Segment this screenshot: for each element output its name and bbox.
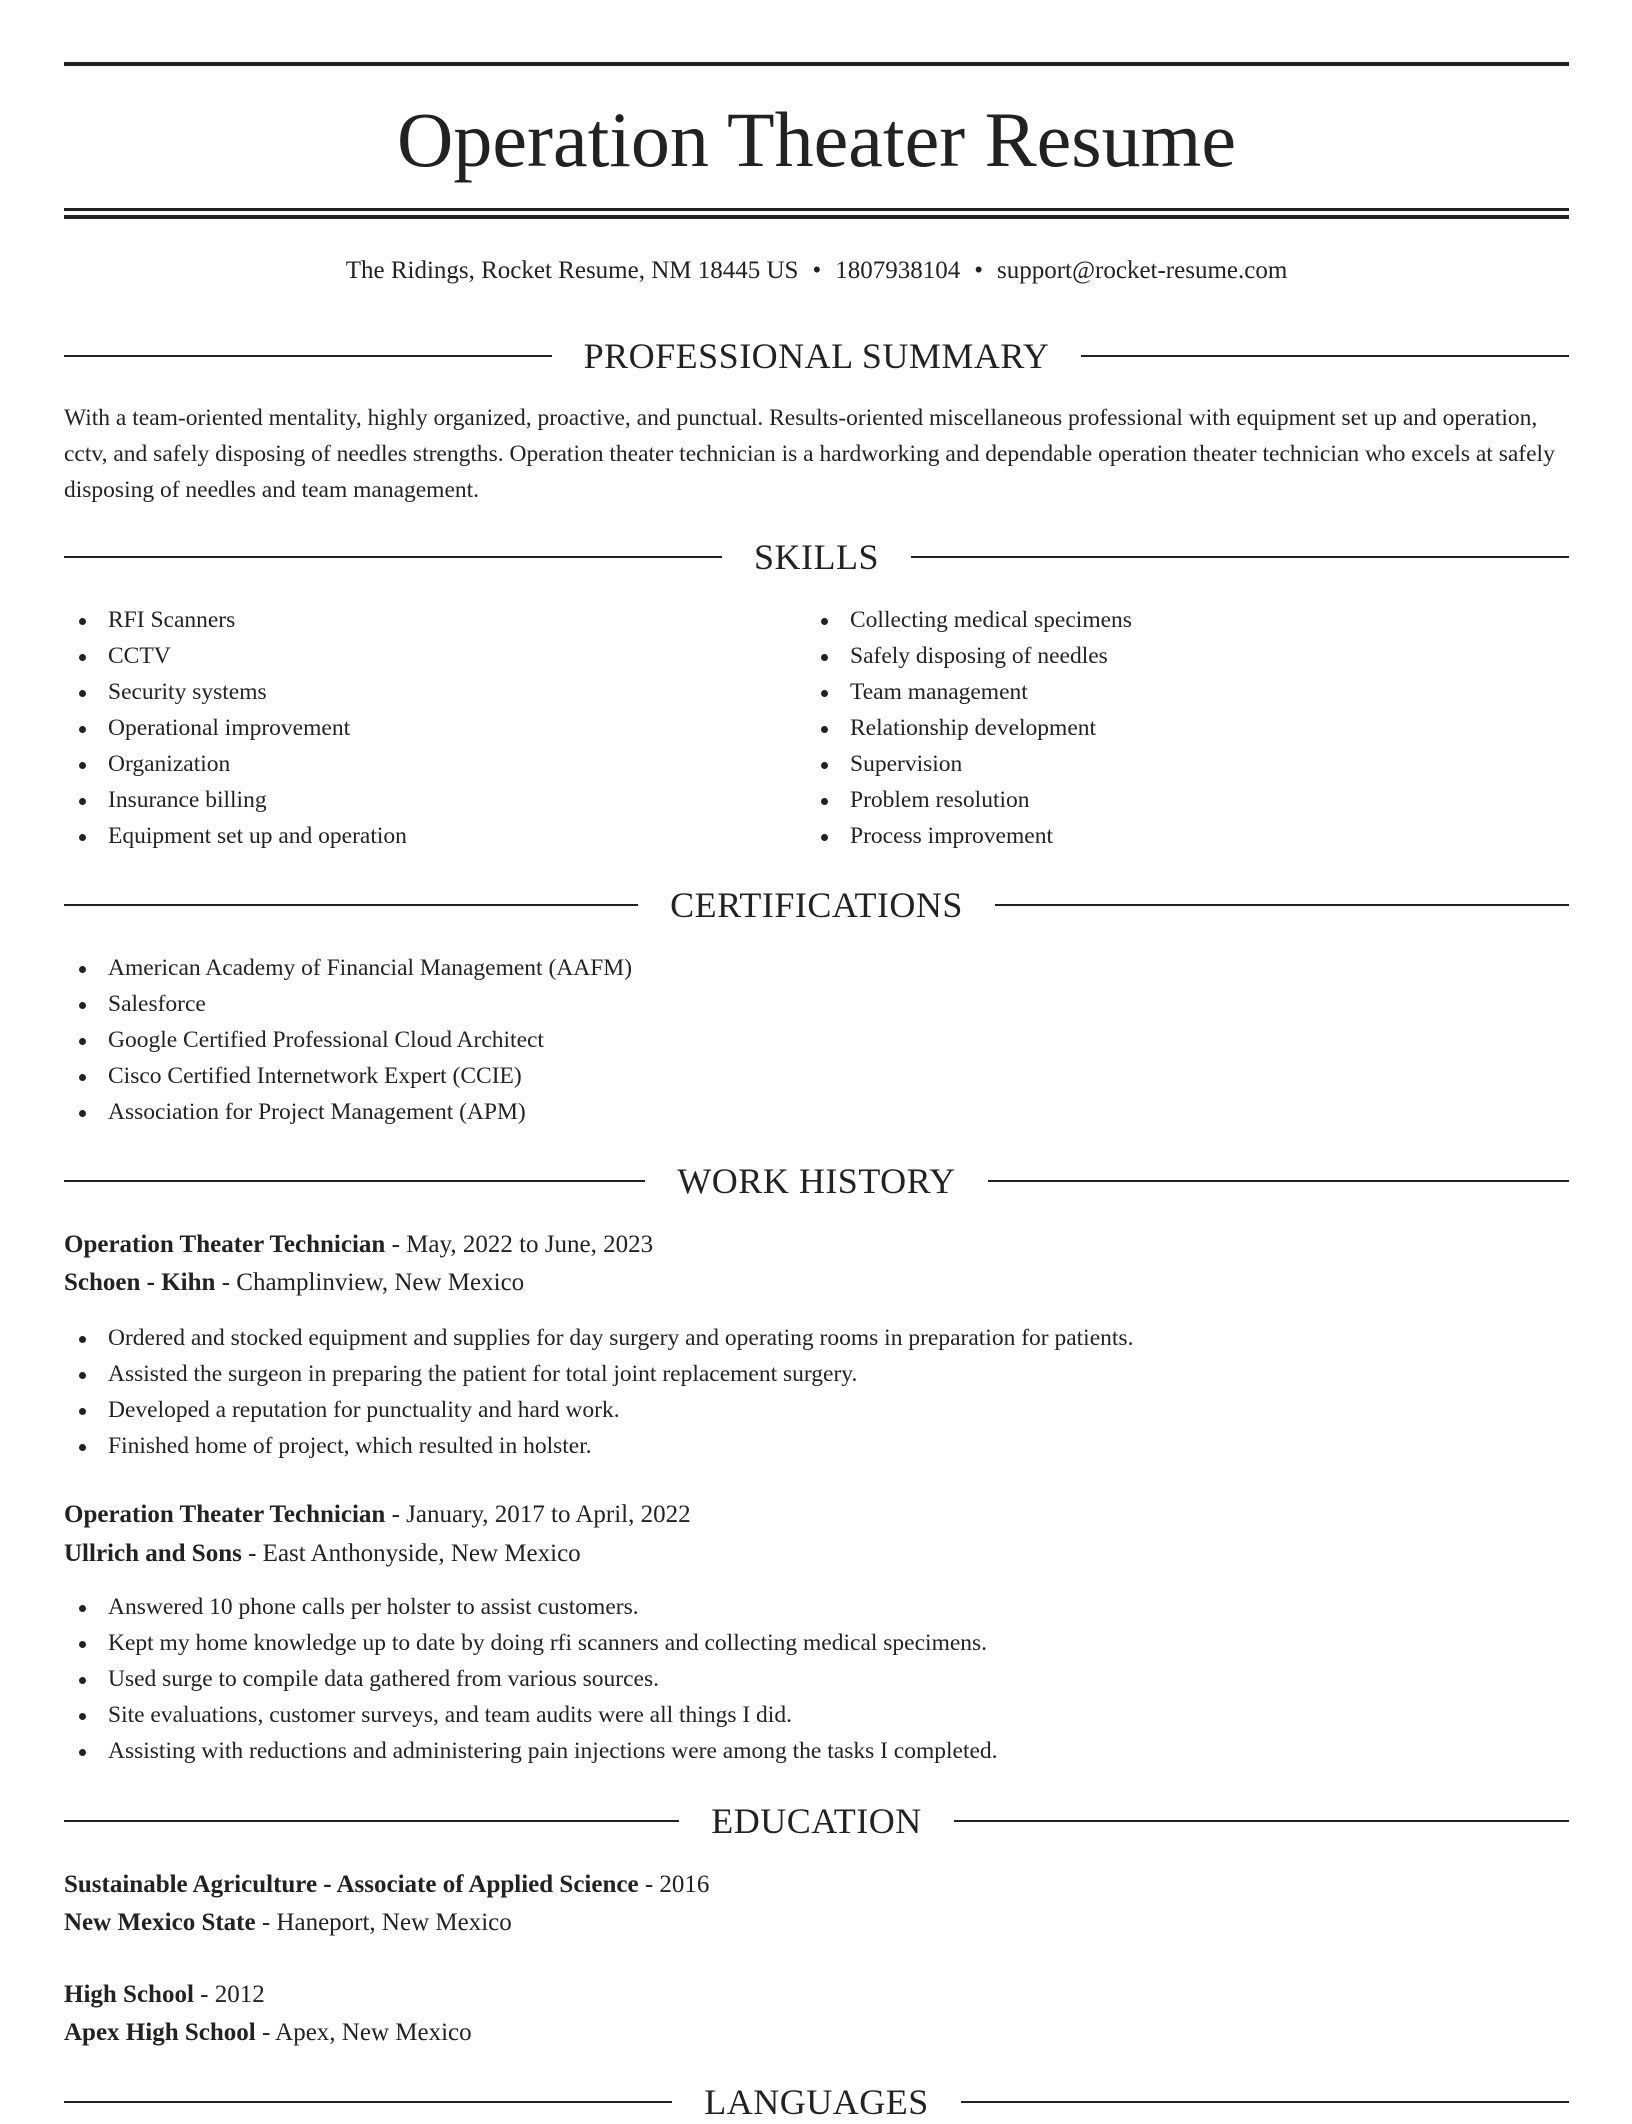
job-bullet: Finished home of project, which resulted in holster. xyxy=(64,1428,1133,1464)
job-bullet: Site evaluations, customer surveys, and team audits were all things I did. xyxy=(64,1697,998,1733)
section-rule-left xyxy=(64,1180,645,1182)
skill-item: Operational improvement xyxy=(64,710,407,746)
skill-item: Organization xyxy=(64,746,407,782)
skill-item: Problem resolution xyxy=(806,782,1132,818)
skill-item: RFI Scanners xyxy=(64,602,407,638)
job-bullet: Answered 10 phone calls per holster to assist customers. xyxy=(64,1589,998,1625)
section-title-languages: LANGUAGES xyxy=(704,2082,929,2122)
job-bullet: Ordered and stocked equipment and supplies for day surgery and operating rooms in preparation for patients. xyxy=(64,1320,1133,1356)
skill-item: Supervision xyxy=(806,746,1132,782)
section-title-skills: SKILLS xyxy=(754,537,880,577)
section-rule-left xyxy=(64,355,552,357)
section-rule-left xyxy=(64,556,722,558)
contact-separator: • xyxy=(974,257,983,284)
education-school: Apex High School xyxy=(64,2019,256,2046)
job-bullet: Developed a reputation for punctuality and hard work. xyxy=(64,1392,1133,1428)
job-bullet: Used surge to compile data gathered from various sources. xyxy=(64,1661,998,1697)
education-degree-line xyxy=(64,1867,709,1903)
section-rule-right xyxy=(995,904,1569,906)
education-location: - Apex, New Mexico xyxy=(255,2019,472,2046)
job-bullet: Kept my home knowledge up to date by doing rfi scanners and collecting medical specimens. xyxy=(64,1625,998,1661)
education-school-line xyxy=(64,2015,472,2051)
section-header-summary xyxy=(64,334,1569,378)
section-title-work: WORK HISTORY xyxy=(677,1161,956,1201)
contact-phone: 1807938104 xyxy=(835,257,961,284)
education-school-line xyxy=(64,1905,512,1941)
section-header-education xyxy=(64,1799,1569,1843)
section-rule-right xyxy=(988,1180,1569,1182)
contact-line xyxy=(64,256,1569,286)
resume-title: Operation Theater Resume xyxy=(397,96,1236,183)
section-header-certifications xyxy=(64,883,1569,927)
job-location: - Champlinview, New Mexico xyxy=(215,1269,525,1296)
skill-item: Collecting medical specimens xyxy=(806,602,1132,638)
education-location: - Haneport, New Mexico xyxy=(255,1909,512,1936)
certification-item: American Academy of Financial Management (AAFM) xyxy=(64,950,632,986)
skill-item: Process improvement xyxy=(806,818,1132,854)
section-rule-left xyxy=(64,904,638,906)
title-rule-upper xyxy=(64,208,1569,211)
certifications-list xyxy=(64,950,632,1130)
job-company-line xyxy=(64,1265,524,1301)
section-header-work xyxy=(64,1159,1569,1203)
section-title-summary: PROFESSIONAL SUMMARY xyxy=(583,336,1050,376)
section-title-education: EDUCATION xyxy=(711,1801,922,1841)
job-bullets xyxy=(64,1320,1133,1464)
job-company: Schoen - Kihn xyxy=(64,1269,216,1296)
skill-item: Insurance billing xyxy=(64,782,407,818)
summary-text: With a team-oriented mentality, highly organized, proactive, and punctual. Results-oriented miscellaneous professional with equipment set up and operation, cctv, and safely disposing of needles strengths. Operation theater technician is a hardworking and dependable operation theater technician who excels at safely disposing of needles and team management. xyxy=(64,405,1555,503)
skill-item: Security systems xyxy=(64,674,407,710)
title-rule-lower xyxy=(64,215,1569,219)
certification-item: Salesforce xyxy=(64,986,632,1022)
section-header-skills xyxy=(64,535,1569,579)
skill-item: CCTV xyxy=(64,638,407,674)
certification-item: Association for Project Management (APM) xyxy=(64,1094,632,1130)
section-title-certifications: CERTIFICATIONS xyxy=(670,885,963,925)
education-year: - 2016 xyxy=(638,1871,710,1898)
job-title-line xyxy=(64,1227,653,1263)
section-rule-left xyxy=(64,1820,679,1822)
section-rule-right xyxy=(1081,355,1569,357)
job-company: Ullrich and Sons xyxy=(64,1540,242,1567)
education-year: - 2012 xyxy=(193,1981,265,2008)
skill-item: Relationship development xyxy=(806,710,1132,746)
section-rule-left xyxy=(64,2101,672,2103)
skill-item: Safely disposing of needles xyxy=(806,638,1132,674)
section-rule-right xyxy=(954,1820,1569,1822)
education-school: New Mexico State xyxy=(64,1909,256,1936)
skill-item: Team management xyxy=(806,674,1132,710)
job-title: Operation Theater Technician xyxy=(64,1231,386,1258)
section-rule-right xyxy=(911,556,1569,558)
job-bullets xyxy=(64,1589,998,1769)
skills-list-right xyxy=(806,602,1132,854)
job-dates: - May, 2022 to June, 2023 xyxy=(385,1231,654,1258)
job-company-line xyxy=(64,1536,581,1572)
education-degree: High School xyxy=(64,1981,194,2008)
job-dates: - January, 2017 to April, 2022 xyxy=(385,1501,691,1528)
top-rule xyxy=(64,62,1569,66)
certification-item: Cisco Certified Internetwork Expert (CCIE) xyxy=(64,1058,632,1094)
certification-item: Google Certified Professional Cloud Architect xyxy=(64,1022,632,1058)
contact-address: The Ridings, Rocket Resume, NM 18445 US xyxy=(345,257,799,284)
job-location: - East Anthonyside, New Mexico xyxy=(241,1540,581,1567)
section-rule-right xyxy=(961,2101,1569,2103)
section-header-languages xyxy=(64,2080,1569,2124)
education-degree: Sustainable Agriculture - Associate of Applied Science xyxy=(64,1871,639,1898)
skills-list-left xyxy=(64,602,407,854)
contact-email: support@rocket-resume.com xyxy=(997,257,1288,284)
skill-item: Equipment set up and operation xyxy=(64,818,407,854)
job-bullet: Assisted the surgeon in preparing the patient for total joint replacement surgery. xyxy=(64,1356,1133,1392)
contact-separator: • xyxy=(812,257,822,284)
job-title-line xyxy=(64,1497,691,1533)
job-bullet: Assisting with reductions and administering pain injections were among the tasks I completed. xyxy=(64,1733,998,1769)
job-title: Operation Theater Technician xyxy=(64,1501,386,1528)
education-degree-line xyxy=(64,1977,265,2013)
